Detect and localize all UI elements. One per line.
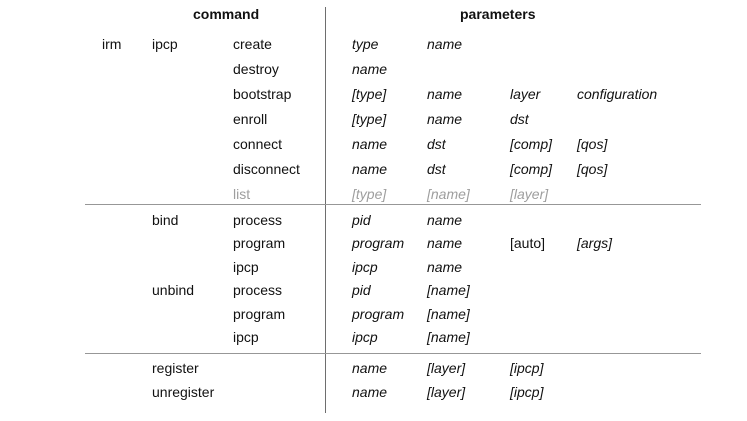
- command-cell: program: [233, 305, 286, 322]
- command-cell: ipcp: [233, 258, 259, 275]
- param-cell: ipcp: [352, 329, 378, 345]
- table-row: [0, 329, 747, 346]
- param-cell: name: [352, 360, 388, 376]
- param-cell: [layer]: [510, 186, 549, 202]
- param-cell: dst: [510, 111, 529, 127]
- table-row: [0, 161, 747, 178]
- table-row: [0, 306, 747, 323]
- param-cell: [name]: [427, 282, 470, 299]
- param-cell: layer: [510, 86, 541, 102]
- param-cell: [args]: [577, 235, 613, 252]
- command-cell: bind: [152, 212, 179, 228]
- table-row: [0, 136, 747, 153]
- table-row: [0, 86, 747, 103]
- param-cell: program: [352, 235, 405, 252]
- command-cell: destroy: [233, 61, 279, 77]
- command-cell: list: [233, 186, 251, 202]
- table-row: [0, 111, 747, 128]
- param-cell: pid: [352, 282, 371, 299]
- param-cell: [comp]: [510, 136, 553, 152]
- param-cell: name: [352, 161, 388, 177]
- parameters-header: parameters: [460, 6, 536, 22]
- param-cell: [type]: [352, 111, 387, 127]
- section-divider-1: [85, 204, 701, 205]
- param-cell: [name]: [427, 329, 470, 345]
- table-row: [0, 212, 747, 229]
- command-cell: process: [233, 212, 283, 228]
- param-cell: name: [427, 111, 463, 127]
- param-cell: name: [427, 36, 463, 52]
- command-cell: bootstrap: [233, 86, 292, 102]
- command-cell: disconnect: [233, 161, 300, 177]
- command-cell: ipcp: [152, 36, 178, 52]
- section-divider-2: [85, 353, 701, 354]
- param-cell: [qos]: [577, 161, 608, 177]
- param-cell: [type]: [352, 186, 387, 202]
- param-cell: name: [352, 61, 388, 77]
- param-cell: name: [427, 258, 463, 275]
- param-cell: ipcp: [352, 258, 378, 275]
- table-row: [0, 36, 747, 53]
- param-cell: [name]: [427, 305, 470, 322]
- param-cell: name: [427, 86, 463, 102]
- command-cell: unregister: [152, 384, 215, 400]
- command-cell: enroll: [233, 111, 268, 127]
- param-cell: [type]: [352, 86, 387, 102]
- param-cell: type: [352, 36, 379, 52]
- param-cell: [name]: [427, 186, 470, 202]
- param-cell: [qos]: [577, 136, 608, 152]
- command-cell: program: [233, 235, 286, 252]
- table-row: [0, 259, 747, 276]
- param-cell: pid: [352, 212, 371, 228]
- command-cell: unbind: [152, 282, 195, 299]
- command-header: command: [193, 6, 260, 22]
- table-row: [0, 282, 747, 299]
- command-cell: register: [152, 360, 199, 376]
- table-row: [0, 186, 747, 203]
- command-cell: ipcp: [233, 329, 259, 345]
- command-cell: process: [233, 282, 283, 299]
- param-cell: name: [427, 212, 463, 228]
- table-row: [0, 360, 747, 377]
- param-cell: [layer]: [427, 360, 466, 376]
- param-cell: [ipcp]: [510, 384, 544, 400]
- param-cell: [ipcp]: [510, 360, 544, 376]
- param-cell: name: [352, 136, 388, 152]
- table-row: [0, 235, 747, 252]
- table-row: [0, 384, 747, 401]
- command-cell: irm: [102, 36, 122, 52]
- param-cell: [layer]: [427, 384, 466, 400]
- param-cell: dst: [427, 136, 446, 152]
- param-cell: [comp]: [510, 161, 553, 177]
- param-cell: dst: [427, 161, 446, 177]
- table-row: [0, 61, 747, 78]
- param-cell: program: [352, 305, 405, 322]
- command-cell: connect: [233, 136, 283, 152]
- param-cell: name: [427, 235, 463, 252]
- param-cell: configuration: [577, 86, 658, 102]
- param-cell: name: [352, 384, 388, 400]
- command-cell: create: [233, 36, 272, 52]
- param-cell: [auto]: [510, 235, 546, 252]
